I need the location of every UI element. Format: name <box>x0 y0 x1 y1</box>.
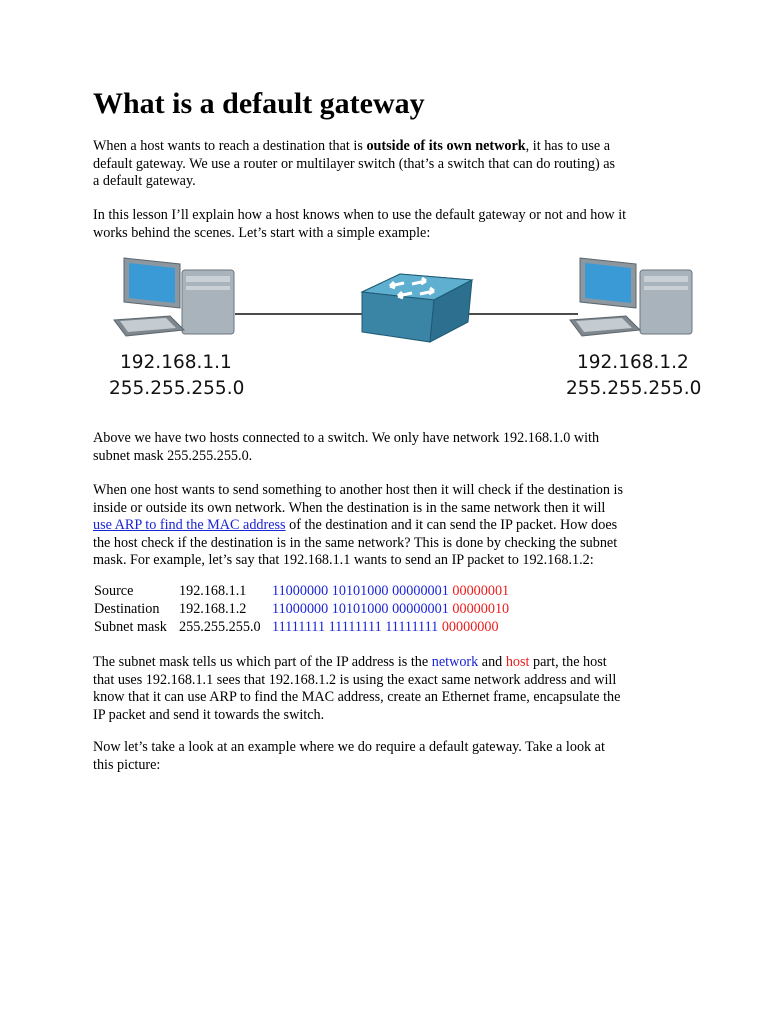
row-address: 255.255.255.0 <box>179 619 261 635</box>
row-bits <box>272 618 499 636</box>
check-line-3: use ARP to find the MAC address of the destination and it can send the IP packet. How does <box>93 517 618 533</box>
host-right-mask: 255.255.255.0 <box>566 378 702 399</box>
table-row <box>93 582 653 600</box>
computer-left-icon <box>114 258 234 336</box>
network-diagram <box>100 250 710 410</box>
subnet-table <box>93 582 653 636</box>
host-bits: 00000000 <box>441 619 499 635</box>
host-left-ip: 192.168.1.1 <box>120 352 232 373</box>
intro-line-2: default gateway. We use a router or multilayer switch (that’s a switch that can do routing) as <box>93 155 616 172</box>
check-line-5: mask. For example, let’s say that 192.168.1.1 wants to send an IP packet to 192.168.1.2: <box>93 552 594 568</box>
row-address: 192.168.1.1 <box>179 583 247 599</box>
host-word: host <box>505 654 530 670</box>
switch-icon <box>362 274 472 342</box>
intro-emphasis: outside of its own network <box>366 138 526 154</box>
page-title: What is a default gateway <box>93 87 425 120</box>
above-line-1: Above we have two hosts connected to a switch. We only have network 192.168.1.0 with <box>93 430 600 446</box>
check-paragraph <box>93 482 683 570</box>
next-line-2: this picture: <box>93 756 161 773</box>
explain-line-1: The subnet mask tells us which part of the IP address is the network and host part, the host <box>93 654 607 670</box>
host-left-mask: 255.255.255.0 <box>109 378 245 399</box>
host-bits: 00000010 <box>452 601 510 617</box>
intro-paragraph <box>93 138 683 191</box>
lesson-line-1: In this lesson I’ll explain how a host knows when to use the default gateway or not and how it <box>93 207 627 223</box>
lesson-paragraph <box>93 207 683 242</box>
network-bits: 11111111 11111111 11111111 <box>272 619 439 635</box>
table-row <box>93 600 653 618</box>
network-bits: 11000000 10101000 00000001 <box>272 601 449 617</box>
check-line-1: When one host wants to send something to another host then it will check if the destination is <box>93 482 623 498</box>
row-label: Destination <box>94 601 160 617</box>
network-word: network <box>431 654 479 670</box>
lesson-line-2: works behind the scenes. Let’s start with a simple example: <box>93 224 431 241</box>
host-right-ip: 192.168.1.2 <box>577 352 689 373</box>
next-paragraph <box>93 739 683 774</box>
next-line-1: Now let’s take a look at an example where we do require a default gateway. Take a look at <box>93 739 605 755</box>
table-row <box>93 618 653 636</box>
above-paragraph <box>93 430 683 465</box>
row-bits <box>272 582 509 600</box>
explain-paragraph <box>93 654 683 724</box>
intro-line-3: a default gateway. <box>93 173 196 189</box>
check-line-2: inside or outside its own network. When the destination is in the same network then it will <box>93 499 606 516</box>
above-line-2: subnet mask 255.255.255.0. <box>93 447 253 464</box>
row-address: 192.168.1.2 <box>179 601 247 617</box>
explain-line-2: that uses 192.168.1.1 sees that 192.168.1.2 is using the exact same network address and will <box>93 671 617 688</box>
check-line-4: the host check if the destination is in the same network? This is done by checking the subnet <box>93 534 618 551</box>
topology-drawing <box>100 250 710 360</box>
row-label: Source <box>94 583 134 599</box>
computer-right-icon <box>570 258 692 336</box>
explain-line-3: know that it can use ARP to find the MAC address, create an Ethernet frame, encapsulate the <box>93 689 621 705</box>
explain-line-4: IP packet and send it towards the switch. <box>93 706 325 723</box>
host-bits: 00000001 <box>452 583 510 599</box>
row-label: Subnet mask <box>94 619 167 635</box>
intro-line-1: When a host wants to reach a destination that is outside of its own network, it has to use a <box>93 138 610 154</box>
row-bits <box>272 600 509 618</box>
arp-link[interactable]: use ARP to find the MAC address <box>93 517 286 533</box>
network-bits: 11000000 10101000 00000001 <box>272 583 449 599</box>
